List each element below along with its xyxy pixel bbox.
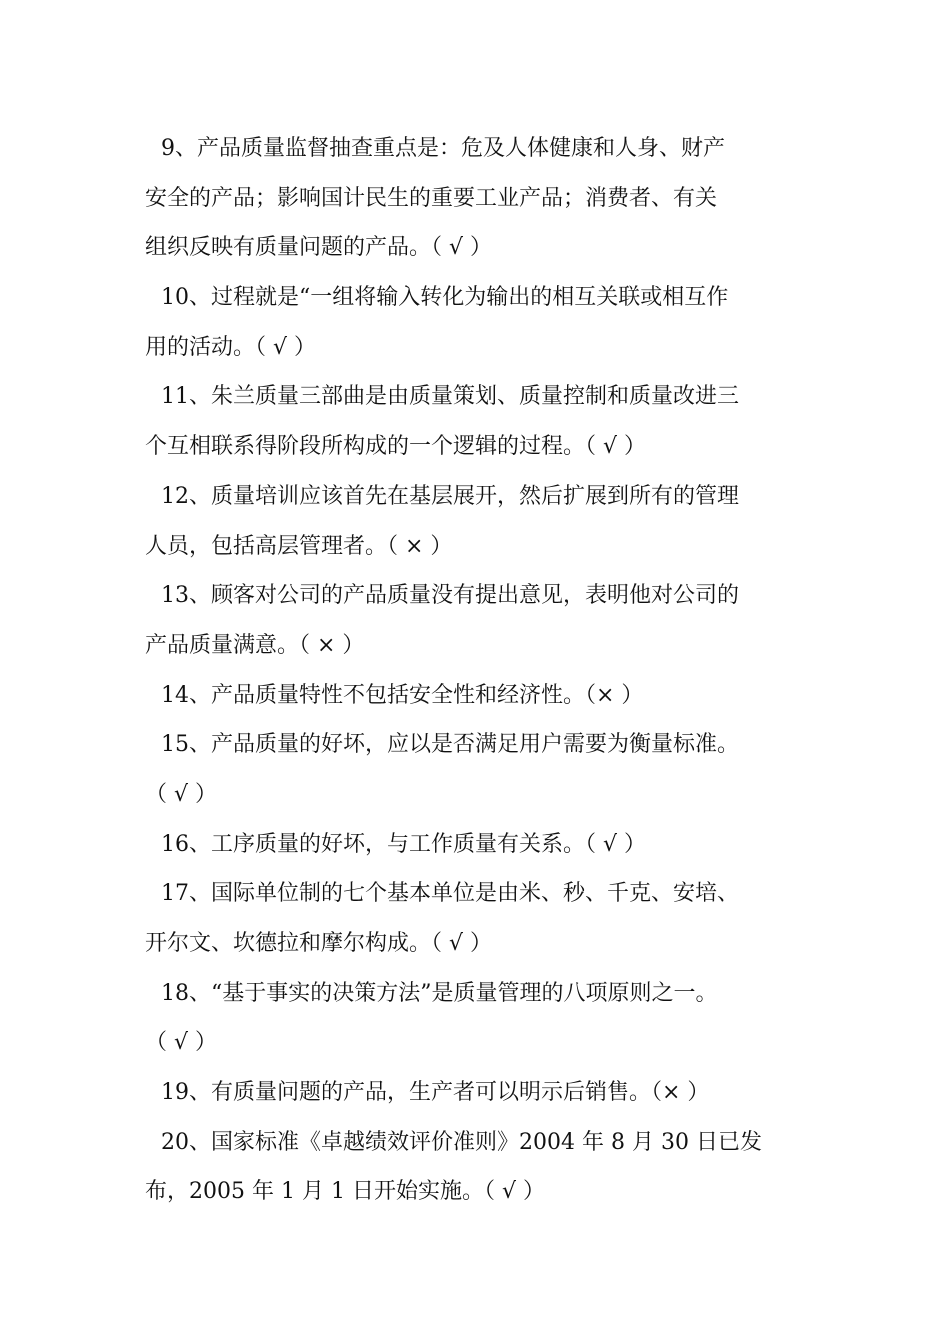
text-line: 16、工序质量的好坏，与工作质量有关系。（ √ ）	[161, 831, 647, 857]
text-line: 产品质量满意。（ × ）	[145, 632, 365, 658]
text-line: 14、产品质量特性不包括安全性和经济性。（× ）	[161, 682, 644, 708]
text-line: 开尔文、坎德拉和摩尔构成。（ √ ）	[145, 931, 493, 956]
text-line: （ √ ）	[145, 781, 218, 807]
text-line: 9、产品质量监督抽查重点是：危及人体健康和人身、财产	[161, 136, 725, 161]
text-line: 11、朱兰质量三部曲是由质量策划、质量控制和质量改进三	[161, 384, 739, 410]
text-line: 20、国家标准《卓越绩效评价准则》2004 年 8 月 30 日已发	[161, 1129, 762, 1155]
text-line: 安全的产品；影响国计民生的重要工业产品；消费者、有关	[145, 185, 718, 211]
text-line: 人员，包括高层管理者。（ × ）	[145, 533, 453, 559]
text-line: 12、质量培训应该首先在基层展开，然后扩展到所有的管理	[161, 483, 739, 509]
document-body	[145, 124, 807, 1217]
text-line: 17、国际单位制的七个基本单位是由米、秒、千克、安培、	[161, 881, 739, 907]
text-line: 19、有质量问题的产品，生产者可以明示后销售。（× ）	[161, 1080, 710, 1106]
text-line: 个互相联系得阶段所构成的一个逻辑的过程。（ √ ）	[145, 434, 647, 460]
text-line: 布，2005 年 1 月 1 日开始实施。（ √ ）	[145, 1179, 545, 1205]
text-line: 10、过程就是“一组将输入转化为输出的相互关联或相互作	[161, 285, 729, 311]
text-line: 15、产品质量的好坏，应以是否满足用户需要为衡量标准。	[161, 732, 739, 758]
text-line: （ √ ）	[145, 1030, 218, 1056]
text-line: 13、顾客对公司的产品质量没有提出意见，表明他对公司的	[161, 583, 739, 609]
text-line: 18、“基于事实的决策方法”是质量管理的八项原则之一。	[161, 980, 718, 1006]
text-line: 用的活动。（ √ ）	[145, 334, 317, 360]
text-line: 组织反映有质量问题的产品。（ √ ）	[145, 235, 493, 261]
